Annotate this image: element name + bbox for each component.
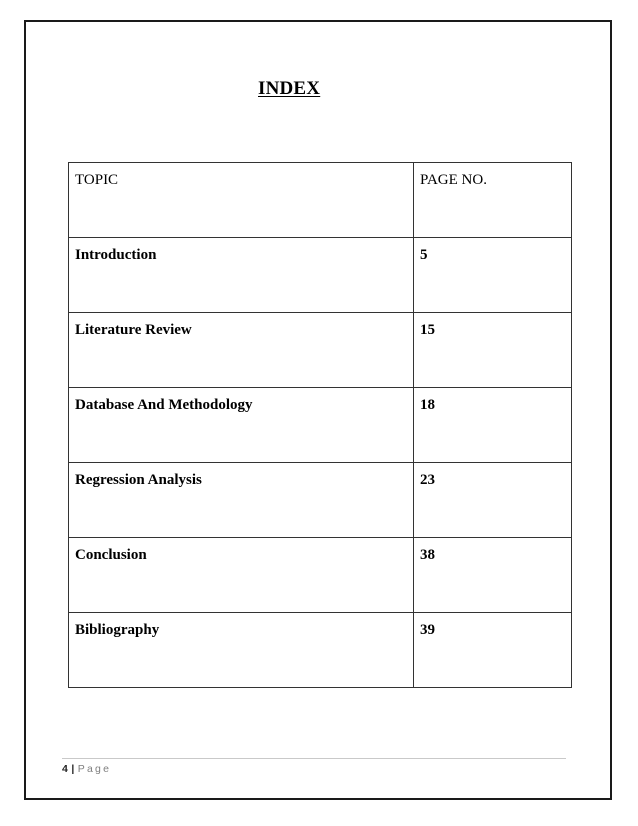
index-table	[68, 162, 572, 688]
header-page-no: PAGE NO.	[414, 163, 572, 238]
page-cell: 38	[414, 538, 572, 613]
footer-page-number: 4	[62, 763, 69, 775]
page-footer	[62, 763, 111, 775]
table-row	[69, 313, 572, 388]
table-row	[69, 613, 572, 688]
table-header-row	[69, 163, 572, 238]
topic-cell: Database And Methodology	[69, 388, 414, 463]
page-cell: 18	[414, 388, 572, 463]
page-cell: 15	[414, 313, 572, 388]
footer-divider	[62, 758, 566, 759]
topic-cell: Literature Review	[69, 313, 414, 388]
header-topic: TOPIC	[69, 163, 414, 238]
page-cell: 5	[414, 238, 572, 313]
page-cell: 23	[414, 463, 572, 538]
table-row	[69, 388, 572, 463]
page-cell: 39	[414, 613, 572, 688]
topic-cell: Bibliography	[69, 613, 414, 688]
table-row	[69, 463, 572, 538]
footer-separator: |	[71, 763, 75, 775]
topic-cell: Conclusion	[69, 538, 414, 613]
topic-cell: Regression Analysis	[69, 463, 414, 538]
page-title: INDEX	[258, 78, 321, 99]
table-row	[69, 538, 572, 613]
table-row	[69, 238, 572, 313]
topic-cell: Introduction	[69, 238, 414, 313]
footer-page-label: Page	[77, 763, 112, 775]
